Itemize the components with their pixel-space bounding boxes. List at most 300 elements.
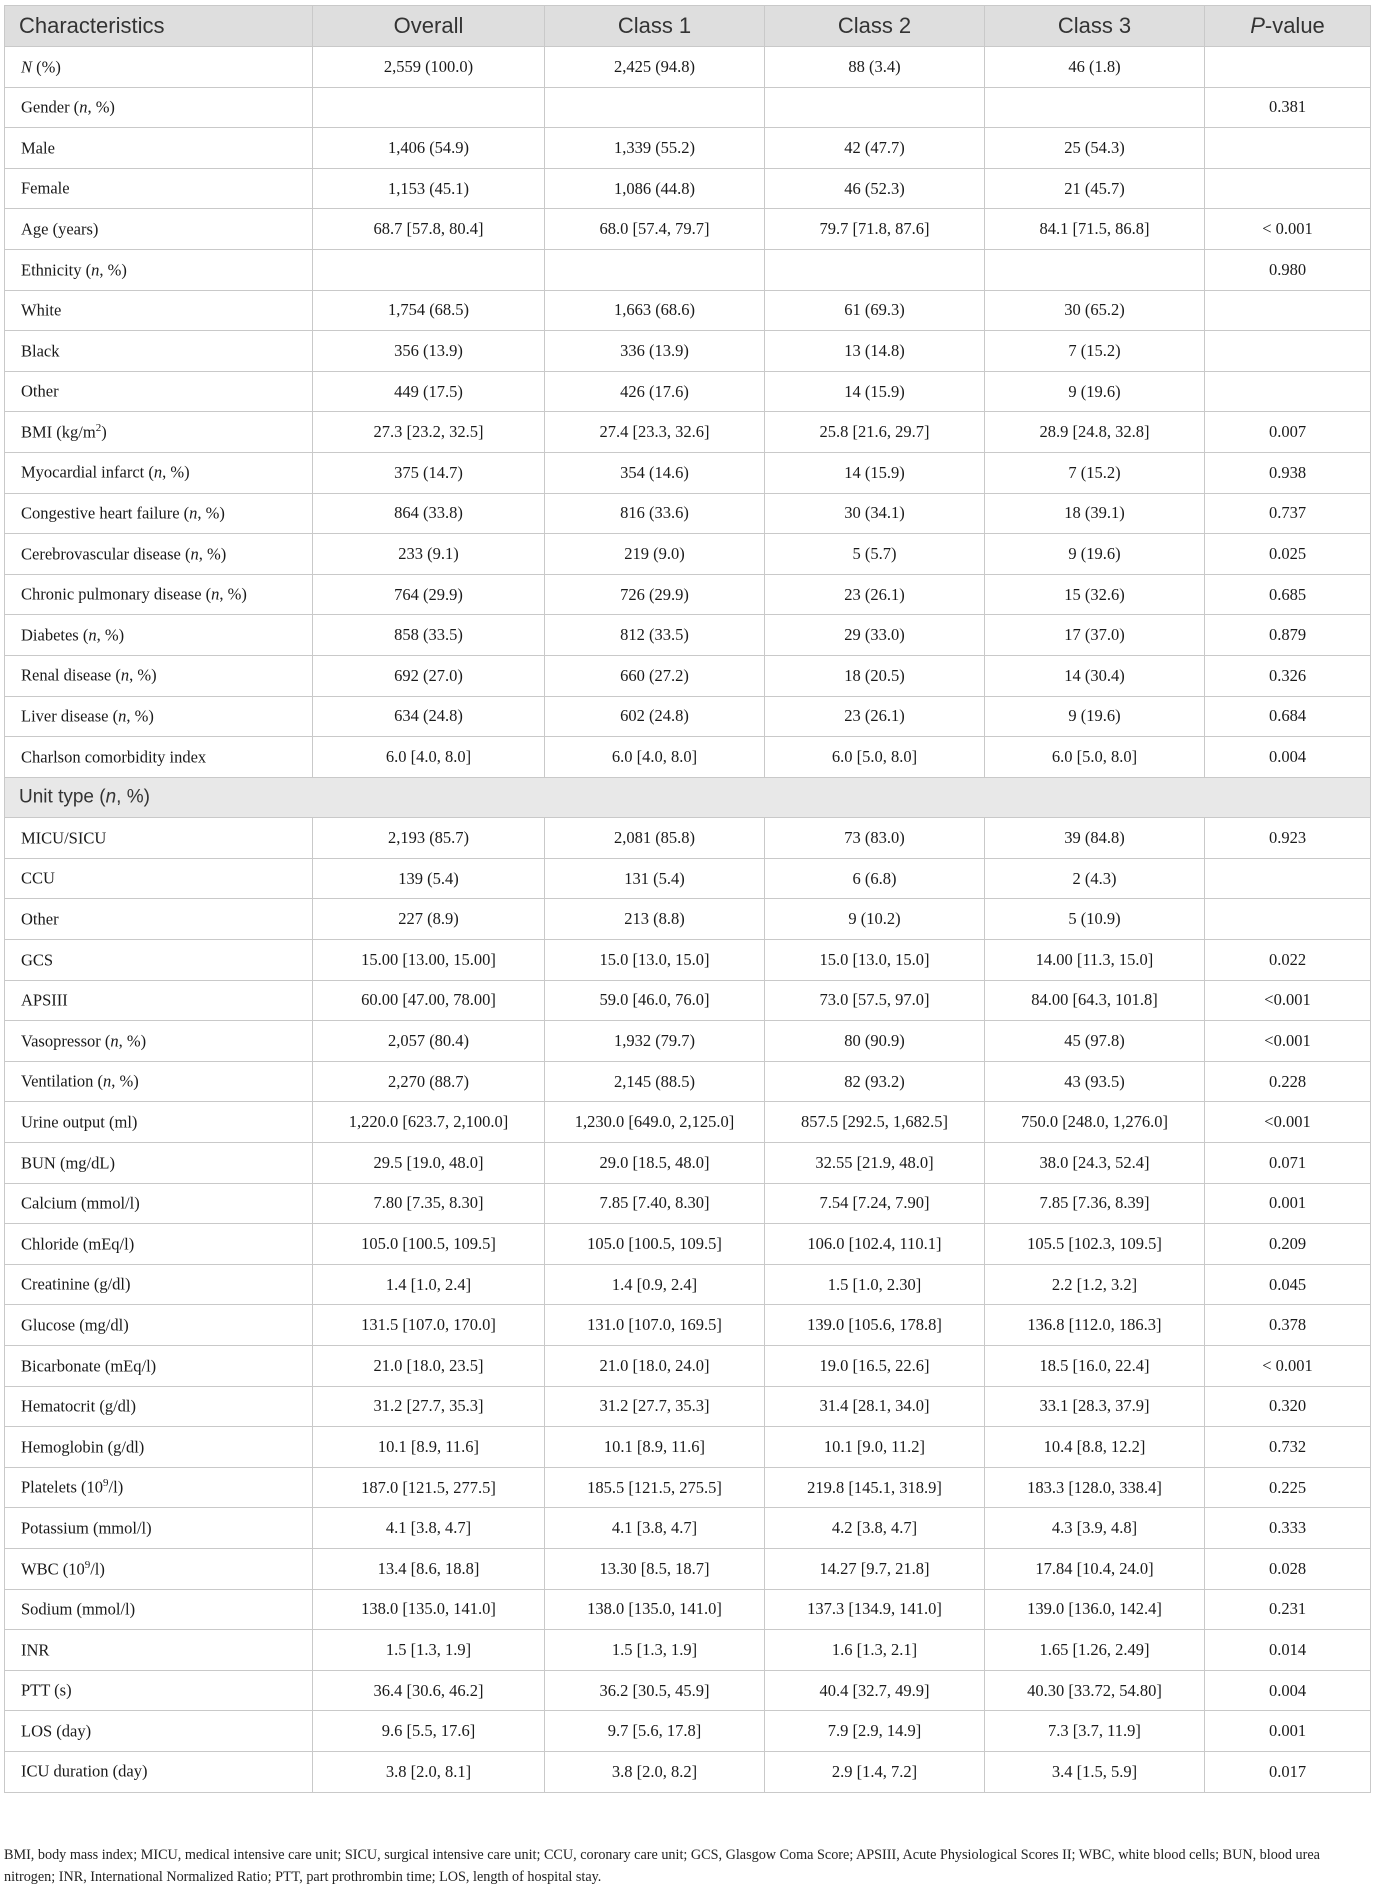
p-value-cell [1205, 128, 1371, 169]
row-label: Cerebrovascular disease (n, %) [5, 534, 313, 575]
row-label: Male [5, 128, 313, 169]
class-1-cell [545, 249, 765, 290]
table-row [5, 1630, 1371, 1671]
class-3-cell: 750.0 [248.0, 1,276.0] [985, 1102, 1205, 1143]
table-row [5, 1589, 1371, 1630]
table-row [5, 290, 1371, 331]
overall-cell [313, 87, 545, 128]
class-2-cell: 219.8 [145.1, 318.9] [765, 1467, 985, 1508]
class-2-cell: 42 (47.7) [765, 128, 985, 169]
p-value-cell: 0.923 [1205, 818, 1371, 859]
p-value-cell: < 0.001 [1205, 1346, 1371, 1387]
row-label: Creatinine (g/dl) [5, 1264, 313, 1305]
class-3-cell: 9 (19.6) [985, 371, 1205, 412]
p-value-cell [1205, 331, 1371, 372]
p-value-cell: 0.879 [1205, 615, 1371, 656]
overall-cell: 138.0 [135.0, 141.0] [313, 1589, 545, 1630]
class-1-cell: 10.1 [8.9, 11.6] [545, 1427, 765, 1468]
class-3-cell: 38.0 [24.3, 52.4] [985, 1143, 1205, 1184]
header-class-1: Class 1 [545, 6, 765, 47]
class-2-cell: 15.0 [13.0, 15.0] [765, 940, 985, 981]
overall-cell: 7.80 [7.35, 8.30] [313, 1183, 545, 1224]
row-label: Ethnicity (n, %) [5, 249, 313, 290]
class-3-cell: 5 (10.9) [985, 899, 1205, 940]
p-value-cell: 0.231 [1205, 1589, 1371, 1630]
overall-cell: 187.0 [121.5, 277.5] [313, 1467, 545, 1508]
class-1-cell: 31.2 [27.7, 35.3] [545, 1386, 765, 1427]
class-3-cell: 25 (54.3) [985, 128, 1205, 169]
p-value-cell: 0.004 [1205, 1670, 1371, 1711]
class-3-cell: 10.4 [8.8, 12.2] [985, 1427, 1205, 1468]
class-3-cell: 136.8 [112.0, 186.3] [985, 1305, 1205, 1346]
p-value-cell: 0.737 [1205, 493, 1371, 534]
table-row [5, 696, 1371, 737]
overall-cell: 15.00 [13.00, 15.00] [313, 940, 545, 981]
p-value-cell: 0.685 [1205, 574, 1371, 615]
overall-cell: 692 (27.0) [313, 655, 545, 696]
class-2-cell: 13 (14.8) [765, 331, 985, 372]
class-3-cell: 3.4 [1.5, 5.9] [985, 1751, 1205, 1792]
table-row [5, 1670, 1371, 1711]
row-label: Hemoglobin (g/dl) [5, 1427, 313, 1468]
table-row [5, 1021, 1371, 1062]
p-value-cell: <0.001 [1205, 1021, 1371, 1062]
table-row [5, 1346, 1371, 1387]
class-3-cell: 84.00 [64.3, 101.8] [985, 980, 1205, 1021]
class-1-cell: 105.0 [100.5, 109.5] [545, 1224, 765, 1265]
class-2-cell: 18 (20.5) [765, 655, 985, 696]
p-value-cell [1205, 168, 1371, 209]
p-value-cell: 0.071 [1205, 1143, 1371, 1184]
table-row [5, 1386, 1371, 1427]
class-2-cell: 73.0 [57.5, 97.0] [765, 980, 985, 1021]
p-value-cell [1205, 290, 1371, 331]
class-1-cell: 336 (13.9) [545, 331, 765, 372]
class-3-cell: 7.85 [7.36, 8.39] [985, 1183, 1205, 1224]
p-value-cell: 0.001 [1205, 1183, 1371, 1224]
class-1-cell: 812 (33.5) [545, 615, 765, 656]
overall-cell: 1.5 [1.3, 1.9] [313, 1630, 545, 1671]
p-value-cell: <0.001 [1205, 1102, 1371, 1143]
table-row [5, 1183, 1371, 1224]
class-2-cell: 5 (5.7) [765, 534, 985, 575]
class-1-cell: 68.0 [57.4, 79.7] [545, 209, 765, 250]
overall-cell: 6.0 [4.0, 8.0] [313, 737, 545, 778]
class-1-cell: 1,230.0 [649.0, 2,125.0] [545, 1102, 765, 1143]
class-3-cell: 14 (30.4) [985, 655, 1205, 696]
row-label: INR [5, 1630, 313, 1671]
p-value-cell: < 0.001 [1205, 209, 1371, 250]
header-overall: Overall [313, 6, 545, 47]
class-1-cell: 2,425 (94.8) [545, 47, 765, 88]
class-1-cell: 1,932 (79.7) [545, 1021, 765, 1062]
class-2-cell: 14.27 [9.7, 21.8] [765, 1548, 985, 1589]
row-label: MICU/SICU [5, 818, 313, 859]
header-class-2: Class 2 [765, 6, 985, 47]
row-label: Urine output (ml) [5, 1102, 313, 1143]
row-label: Calcium (mmol/l) [5, 1183, 313, 1224]
class-2-cell: 106.0 [102.4, 110.1] [765, 1224, 985, 1265]
class-1-cell: 816 (33.6) [545, 493, 765, 534]
row-label: Glucose (mg/dl) [5, 1305, 313, 1346]
class-2-cell: 23 (26.1) [765, 696, 985, 737]
class-2-cell: 19.0 [16.5, 22.6] [765, 1346, 985, 1387]
class-3-cell: 30 (65.2) [985, 290, 1205, 331]
row-label: Female [5, 168, 313, 209]
class-3-cell: 39 (84.8) [985, 818, 1205, 859]
class-3-cell: 6.0 [5.0, 8.0] [985, 737, 1205, 778]
overall-cell: 764 (29.9) [313, 574, 545, 615]
overall-cell: 21.0 [18.0, 23.5] [313, 1346, 545, 1387]
row-label: Congestive heart failure (n, %) [5, 493, 313, 534]
class-2-cell: 1.6 [1.3, 2.1] [765, 1630, 985, 1671]
row-label: BMI $(kg/m^2)$ [5, 412, 313, 453]
class-2-cell: 88 (3.4) [765, 47, 985, 88]
header-p-value: P-value [1205, 6, 1371, 47]
row-label: Other [5, 371, 313, 412]
class-3-cell: 17 (37.0) [985, 615, 1205, 656]
class-3-cell: 9 (19.6) [985, 534, 1205, 575]
class-1-cell: 354 (14.6) [545, 452, 765, 493]
class-2-cell: 32.55 [21.9, 48.0] [765, 1143, 985, 1184]
overall-cell: 356 (13.9) [313, 331, 545, 372]
class-1-cell: 2,081 (85.8) [545, 818, 765, 859]
p-value-cell [1205, 858, 1371, 899]
row-label: Charlson comorbidity index [5, 737, 313, 778]
row-label: Other [5, 899, 313, 940]
table-row [5, 940, 1371, 981]
table-row [5, 249, 1371, 290]
header-characteristics: Characteristics [5, 6, 313, 47]
class-1-cell: 1.5 [1.3, 1.9] [545, 1630, 765, 1671]
class-2-cell: 14 (15.9) [765, 452, 985, 493]
class-3-cell: 17.84 [10.4, 24.0] [985, 1548, 1205, 1589]
p-value-cell: 0.225 [1205, 1467, 1371, 1508]
row-label: Ventilation (n, %) [5, 1061, 313, 1102]
overall-cell: 9.6 [5.5, 17.6] [313, 1711, 545, 1752]
row-label: Sodium (mmol/l) [5, 1589, 313, 1630]
class-3-cell: 1.65 [1.26, 2.49] [985, 1630, 1205, 1671]
section-row [5, 777, 1371, 818]
table-row [5, 655, 1371, 696]
overall-cell: 1,754 (68.5) [313, 290, 545, 331]
class-2-cell: 6.0 [5.0, 8.0] [765, 737, 985, 778]
table-row [5, 1061, 1371, 1102]
overall-cell: 2,057 (80.4) [313, 1021, 545, 1062]
row-label: APSIII [5, 980, 313, 1021]
class-3-cell: 46 (1.8) [985, 47, 1205, 88]
overall-cell: 2,193 (85.7) [313, 818, 545, 859]
class-3-cell: 14.00 [11.3, 15.0] [985, 940, 1205, 981]
overall-cell: 233 (9.1) [313, 534, 545, 575]
class-3-cell: 2.2 [1.2, 3.2] [985, 1264, 1205, 1305]
class-2-cell [765, 87, 985, 128]
section-label: Unit type (n, %) [5, 777, 1371, 818]
p-value-cell [1205, 47, 1371, 88]
header-row [5, 6, 1371, 47]
class-2-cell: 31.4 [28.1, 34.0] [765, 1386, 985, 1427]
class-1-cell: 2,145 (88.5) [545, 1061, 765, 1102]
table-row [5, 574, 1371, 615]
class-1-cell: 138.0 [135.0, 141.0] [545, 1589, 765, 1630]
table-row [5, 1102, 1371, 1143]
class-2-cell: 10.1 [9.0, 11.2] [765, 1427, 985, 1468]
class-3-cell: 4.3 [3.9, 4.8] [985, 1508, 1205, 1549]
class-1-cell: 131 (5.4) [545, 858, 765, 899]
p-value-cell: 0.938 [1205, 452, 1371, 493]
p-value-cell: 0.209 [1205, 1224, 1371, 1265]
table-row [5, 899, 1371, 940]
class-3-cell: 7 (15.2) [985, 331, 1205, 372]
overall-cell: 2,270 (88.7) [313, 1061, 545, 1102]
class-1-cell: 29.0 [18.5, 48.0] [545, 1143, 765, 1184]
overall-cell: 1.4 [1.0, 2.4] [313, 1264, 545, 1305]
table-row [5, 980, 1371, 1021]
table-row [5, 168, 1371, 209]
class-1-cell: 219 (9.0) [545, 534, 765, 575]
class-3-cell: 43 (93.5) [985, 1061, 1205, 1102]
class-1-cell: 6.0 [4.0, 8.0] [545, 737, 765, 778]
overall-cell: 1,220.0 [623.7, 2,100.0] [313, 1102, 545, 1143]
class-1-cell: 59.0 [46.0, 76.0] [545, 980, 765, 1021]
class-1-cell: 27.4 [23.3, 32.6] [545, 412, 765, 453]
p-value-cell: 0.001 [1205, 1711, 1371, 1752]
table-row [5, 452, 1371, 493]
p-value-cell: 0.333 [1205, 1508, 1371, 1549]
class-1-cell: 131.0 [107.0, 169.5] [545, 1305, 765, 1346]
class-3-cell: 21 (45.7) [985, 168, 1205, 209]
table-row [5, 1548, 1371, 1589]
p-value-cell [1205, 899, 1371, 940]
class-3-cell: 45 (97.8) [985, 1021, 1205, 1062]
p-value-cell: 0.007 [1205, 412, 1371, 453]
overall-cell: 29.5 [19.0, 48.0] [313, 1143, 545, 1184]
p-value-cell: 0.045 [1205, 1264, 1371, 1305]
class-3-cell: 18.5 [16.0, 22.4] [985, 1346, 1205, 1387]
class-2-cell: 4.2 [3.8, 4.7] [765, 1508, 985, 1549]
class-2-cell: 79.7 [71.8, 87.6] [765, 209, 985, 250]
table-row [5, 1467, 1371, 1508]
table-header [5, 6, 1371, 47]
class-1-cell: 185.5 [121.5, 275.5] [545, 1467, 765, 1508]
row-label: Liver disease (n, %) [5, 696, 313, 737]
overall-cell: 31.2 [27.7, 35.3] [313, 1386, 545, 1427]
class-2-cell: 23 (26.1) [765, 574, 985, 615]
class-2-cell: 6 (6.8) [765, 858, 985, 899]
row-label: LOS (day) [5, 1711, 313, 1752]
p-value-cell: 0.320 [1205, 1386, 1371, 1427]
class-1-cell: 15.0 [13.0, 15.0] [545, 940, 765, 981]
class-3-cell: 7 (15.2) [985, 452, 1205, 493]
class-1-cell: 426 (17.6) [545, 371, 765, 412]
overall-cell: 4.1 [3.8, 4.7] [313, 1508, 545, 1549]
class-2-cell: 29 (33.0) [765, 615, 985, 656]
p-value-cell: 0.025 [1205, 534, 1371, 575]
table-row [5, 1427, 1371, 1468]
row-label: Potassium (mmol/l) [5, 1508, 313, 1549]
class-3-cell: 28.9 [24.8, 32.8] [985, 412, 1205, 453]
class-3-cell: 40.30 [33.72, 54.80] [985, 1670, 1205, 1711]
class-1-cell: 3.8 [2.0, 8.2] [545, 1751, 765, 1792]
class-2-cell: 7.54 [7.24, 7.90] [765, 1183, 985, 1224]
overall-cell: 27.3 [23.2, 32.5] [313, 412, 545, 453]
row-label: Renal disease (n, %) [5, 655, 313, 696]
overall-cell [313, 249, 545, 290]
class-2-cell: 1.5 [1.0, 2.30] [765, 1264, 985, 1305]
class-3-cell: 139.0 [136.0, 142.4] [985, 1589, 1205, 1630]
class-2-cell: 137.3 [134.9, 141.0] [765, 1589, 985, 1630]
table-body [5, 47, 1371, 1793]
class-2-cell: 14 (15.9) [765, 371, 985, 412]
class-2-cell: 857.5 [292.5, 1,682.5] [765, 1102, 985, 1143]
table-row [5, 534, 1371, 575]
row-label: Diabetes (n, %) [5, 615, 313, 656]
row-label: Myocardial infarct (n, %) [5, 452, 313, 493]
class-1-cell: 13.30 [8.5, 18.7] [545, 1548, 765, 1589]
overall-cell: 105.0 [100.5, 109.5] [313, 1224, 545, 1265]
row-label: Chloride (mEq/l) [5, 1224, 313, 1265]
class-1-cell: 9.7 [5.6, 17.8] [545, 1711, 765, 1752]
overall-cell: 3.8 [2.0, 8.1] [313, 1751, 545, 1792]
class-2-cell: 2.9 [1.4, 7.2] [765, 1751, 985, 1792]
p-value-cell: 0.014 [1205, 1630, 1371, 1671]
table-row [5, 128, 1371, 169]
overall-cell: 131.5 [107.0, 170.0] [313, 1305, 545, 1346]
p-value-cell: 0.228 [1205, 1061, 1371, 1102]
p-value-cell: 0.684 [1205, 696, 1371, 737]
row-label: Black [5, 331, 313, 372]
table-row [5, 1508, 1371, 1549]
row-label: CCU [5, 858, 313, 899]
p-value-cell: <0.001 [1205, 980, 1371, 1021]
table-row [5, 371, 1371, 412]
class-3-cell: 105.5 [102.3, 109.5] [985, 1224, 1205, 1265]
table-row [5, 47, 1371, 88]
row-label: Hematocrit (g/dl) [5, 1386, 313, 1427]
p-value-cell [1205, 371, 1371, 412]
table-row [5, 1143, 1371, 1184]
class-2-cell: 73 (83.0) [765, 818, 985, 859]
class-3-cell: 2 (4.3) [985, 858, 1205, 899]
overall-cell: 1,406 (54.9) [313, 128, 545, 169]
class-3-cell: 183.3 [128.0, 338.4] [985, 1467, 1205, 1508]
class-2-cell [765, 249, 985, 290]
overall-cell: 60.00 [47.00, 78.00] [313, 980, 545, 1021]
row-label: Gender (n, %) [5, 87, 313, 128]
row-label: White [5, 290, 313, 331]
table-row [5, 1264, 1371, 1305]
class-3-cell: 15 (32.6) [985, 574, 1205, 615]
class-2-cell: 40.4 [32.7, 49.9] [765, 1670, 985, 1711]
table-row [5, 87, 1371, 128]
class-2-cell: 80 (90.9) [765, 1021, 985, 1062]
overall-cell: 449 (17.5) [313, 371, 545, 412]
class-3-cell: 33.1 [28.3, 37.9] [985, 1386, 1205, 1427]
class-1-cell: 602 (24.8) [545, 696, 765, 737]
overall-cell: 1,153 (45.1) [313, 168, 545, 209]
table-row [5, 1224, 1371, 1265]
row-label: Platelets $(10^9/l)$ [5, 1467, 313, 1508]
class-1-cell: 4.1 [3.8, 4.7] [545, 1508, 765, 1549]
table-row [5, 1711, 1371, 1752]
overall-cell: 227 (8.9) [313, 899, 545, 940]
class-1-cell: 1,339 (55.2) [545, 128, 765, 169]
overall-cell: 375 (14.7) [313, 452, 545, 493]
class-2-cell: 139.0 [105.6, 178.8] [765, 1305, 985, 1346]
row-label: GCS [5, 940, 313, 981]
overall-cell: 10.1 [8.9, 11.6] [313, 1427, 545, 1468]
row-label: ICU duration (day) [5, 1751, 313, 1792]
table-row [5, 1305, 1371, 1346]
table-row [5, 737, 1371, 778]
p-value-cell: 0.381 [1205, 87, 1371, 128]
row-label: N (%) [5, 47, 313, 88]
class-1-cell: 1,086 (44.8) [545, 168, 765, 209]
row-label: WBC $(10^9/l)$ [5, 1548, 313, 1589]
row-label: Bicarbonate (mEq/l) [5, 1346, 313, 1387]
row-label: PTT (s) [5, 1670, 313, 1711]
class-1-cell: 1,663 (68.6) [545, 290, 765, 331]
p-value-cell: 0.028 [1205, 1548, 1371, 1589]
class-3-cell: 84.1 [71.5, 86.8] [985, 209, 1205, 250]
table-row [5, 209, 1371, 250]
p-value-cell: 0.017 [1205, 1751, 1371, 1792]
header-class-3: Class 3 [985, 6, 1205, 47]
p-value-cell: 0.378 [1205, 1305, 1371, 1346]
p-value-cell: 0.326 [1205, 655, 1371, 696]
row-label: Vasopressor (n, %) [5, 1021, 313, 1062]
class-2-cell: 25.8 [21.6, 29.7] [765, 412, 985, 453]
class-2-cell: 7.9 [2.9, 14.9] [765, 1711, 985, 1752]
class-2-cell: 30 (34.1) [765, 493, 985, 534]
overall-cell: 139 (5.4) [313, 858, 545, 899]
table-row [5, 818, 1371, 859]
class-1-cell: 660 (27.2) [545, 655, 765, 696]
p-value-cell: 0.732 [1205, 1427, 1371, 1468]
overall-cell: 68.7 [57.8, 80.4] [313, 209, 545, 250]
class-1-cell: 7.85 [7.40, 8.30] [545, 1183, 765, 1224]
row-label: BUN (mg/dL) [5, 1143, 313, 1184]
class-1-cell: 213 (8.8) [545, 899, 765, 940]
class-3-cell [985, 87, 1205, 128]
class-3-cell: 9 (19.6) [985, 696, 1205, 737]
class-1-cell: 726 (29.9) [545, 574, 765, 615]
table-row [5, 493, 1371, 534]
overall-cell: 634 (24.8) [313, 696, 545, 737]
table-row [5, 1751, 1371, 1792]
class-2-cell: 61 (69.3) [765, 290, 985, 331]
class-1-cell: 1.4 [0.9, 2.4] [545, 1264, 765, 1305]
class-3-cell: 18 (39.1) [985, 493, 1205, 534]
overall-cell: 858 (33.5) [313, 615, 545, 656]
table-row [5, 858, 1371, 899]
overall-cell: 2,559 (100.0) [313, 47, 545, 88]
p-value-cell: 0.004 [1205, 737, 1371, 778]
overall-cell: 864 (33.8) [313, 493, 545, 534]
table-row [5, 331, 1371, 372]
table-row [5, 412, 1371, 453]
table-footnote: BMI, body mass index; MICU, medical intensive care unit; SICU, surgical intensive care unit; CCU, coronary care unit; GCS, Glasgow Coma Score; APSIII, Acute Physiological Scores II; WBC, white blood cells; BUN, blood urea nitrogen; INR, International Normalized Ratio; PTT, part prothrombin time; LOS, length of hospital stay. [4, 1847, 1320, 1885]
class-1-cell [545, 87, 765, 128]
class-1-cell: 36.2 [30.5, 45.9] [545, 1670, 765, 1711]
overall-cell: 13.4 [8.6, 18.8] [313, 1548, 545, 1589]
row-label: Chronic pulmonary disease (n, %) [5, 574, 313, 615]
class-1-cell: 21.0 [18.0, 24.0] [545, 1346, 765, 1387]
overall-cell: 36.4 [30.6, 46.2] [313, 1670, 545, 1711]
class-2-cell: 82 (93.2) [765, 1061, 985, 1102]
characteristics-table [4, 5, 1371, 1793]
table-row [5, 615, 1371, 656]
